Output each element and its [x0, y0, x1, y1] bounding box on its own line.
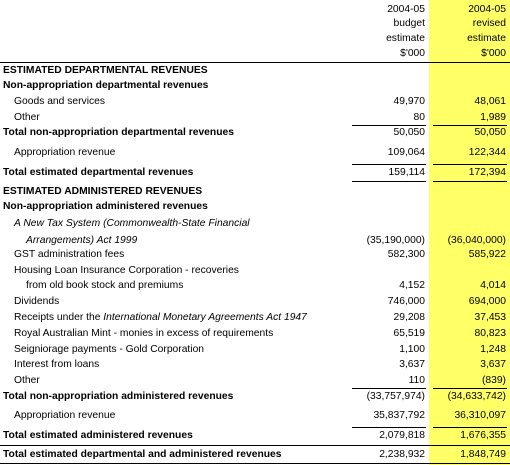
budget-value: 746,000: [387, 296, 425, 307]
revised-value: 37,453: [474, 312, 506, 323]
table-row: [0, 294, 510, 310]
row-label: Royal Australian Mint - monies in excess of requirements: [14, 328, 274, 339]
header-col1-line3: estimate: [386, 33, 425, 44]
revised-value: 172,394: [468, 167, 506, 178]
table-row: [0, 184, 510, 200]
budget-value: 80: [413, 112, 425, 123]
revised-value: (36,040,000): [447, 235, 506, 246]
table-row: [0, 447, 510, 463]
revised-value: 1,676,355: [460, 430, 506, 441]
row-label: Interest from loans: [14, 359, 100, 370]
table-row: [0, 389, 510, 405]
header-col2-line4: $'000: [481, 48, 506, 59]
header-col2-line3: estimate: [467, 33, 506, 44]
header-col2-line2: revised: [472, 18, 506, 29]
revised-value: 1,248: [480, 344, 506, 355]
table-row: [0, 165, 510, 181]
row-label: GST administration fees: [14, 249, 125, 260]
table-row: [0, 247, 510, 263]
total-rule: [433, 181, 507, 182]
revised-value: 1,848,749: [460, 449, 506, 460]
header-col2-line1: 2004-05: [468, 4, 506, 15]
table-row: [0, 145, 510, 161]
revised-value: 48,061: [474, 96, 506, 107]
budget-value: (33,757,974): [366, 391, 425, 402]
budget-value: 65,519: [393, 328, 425, 339]
budget-value: (35,190,000): [366, 235, 425, 246]
revised-value: 694,000: [468, 296, 506, 307]
row-label: A New Tax System (Commonwealth-State Financial: [14, 218, 250, 229]
section-heading: ESTIMATED DEPARTMENTAL REVENUES: [3, 65, 208, 76]
table-row: [0, 63, 510, 79]
table-row: [0, 428, 510, 444]
subsection-heading: Non-appropriation departmental revenues: [3, 80, 209, 91]
budget-value: 29,208: [393, 312, 425, 323]
table-row: [0, 110, 510, 126]
row-label: Arrangements) Act 1999: [26, 235, 138, 246]
table-row: [0, 199, 510, 215]
budget-value: 1,100: [399, 344, 425, 355]
row-label: Total non-appropriation administered revenues: [3, 391, 234, 402]
header-col1-line1: 2004-05: [387, 4, 425, 15]
budget-value: 159,114: [388, 167, 425, 178]
budget-value: 49,970: [393, 96, 425, 107]
table-row: [0, 278, 510, 294]
table-row: [0, 373, 510, 389]
row-label: Dividends: [14, 296, 60, 307]
revised-value: 36,310,097: [454, 410, 506, 421]
budget-value: 582,300: [387, 249, 425, 260]
revised-value: 3,637: [480, 359, 506, 370]
table-row: [0, 310, 510, 326]
budget-value: 4,152: [399, 280, 425, 291]
row-label: Other: [14, 375, 40, 386]
row-label: Goods and services: [14, 96, 106, 107]
revised-value: (839): [481, 375, 506, 386]
header-col1-line2: budget: [393, 18, 425, 29]
revised-value: 50,050: [474, 127, 506, 138]
row-label: Total estimated departmental revenues: [3, 167, 194, 178]
revised-value: 4,014: [480, 280, 506, 291]
table-row: [0, 125, 510, 141]
row-label: Appropriation revenue: [14, 147, 116, 158]
revised-value: 122,344: [468, 147, 506, 158]
revised-value: 585,922: [468, 249, 506, 260]
row-label: Other: [14, 112, 40, 123]
row-label: Total estimated administered revenues: [3, 430, 193, 441]
budget-value: 50,050: [393, 127, 425, 138]
table-row: [0, 408, 510, 424]
row-label: Housing Loan Insurance Corporation - recoveries: [14, 265, 239, 276]
row-label: Seigniorage payments - Gold Corporation: [14, 344, 205, 355]
header-row-3: [0, 31, 510, 47]
budget-value: 35,837,792: [373, 410, 425, 421]
revised-value: (34,633,742): [447, 391, 506, 402]
section-heading: ESTIMATED ADMINISTERED REVENUES: [3, 186, 203, 197]
table-row: [0, 342, 510, 358]
row-label: from old book stock and premiums: [26, 280, 184, 291]
row-label: [14, 310, 307, 326]
table-row: [0, 94, 510, 110]
budget-value: 110: [408, 375, 425, 386]
revised-value: 80,823: [474, 328, 506, 339]
subsection-heading: Non-appropriation administered revenues: [3, 201, 208, 212]
header-col1-line4: $'000: [400, 48, 425, 59]
row-label: Appropriation revenue: [14, 410, 116, 421]
table-row: [0, 216, 510, 232]
budget-value: 2,079,818: [379, 430, 425, 441]
bottom-rule: [0, 463, 510, 464]
row-label-act-title: International Monetary Agreements Act 1947: [103, 312, 307, 323]
row-label-prefix: Receipts under the: [14, 312, 104, 323]
header-row-2: [0, 16, 510, 32]
table-row: [0, 78, 510, 94]
table-row: [0, 326, 510, 342]
grand-total-rule: [0, 445, 510, 446]
table-row: [0, 263, 510, 279]
total-rule: [352, 181, 426, 182]
budget-value: 2,238,932: [379, 449, 425, 460]
budget-value: 3,637: [399, 359, 425, 370]
header-row-4: [0, 46, 510, 62]
revised-value: 1,989: [480, 112, 506, 123]
table-row: [0, 357, 510, 373]
row-label: Total estimated departmental and administered revenues: [3, 449, 282, 460]
budget-value: 109,064: [387, 147, 425, 158]
row-label: Total non-appropriation departmental revenues: [3, 127, 234, 138]
